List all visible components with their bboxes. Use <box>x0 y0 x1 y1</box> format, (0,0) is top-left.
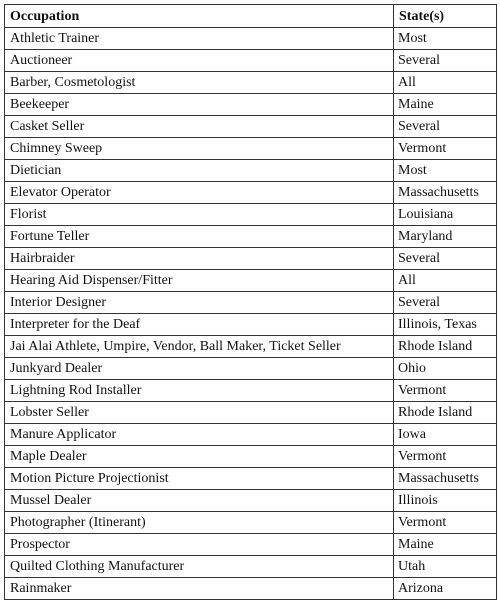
table-header-row <box>5 5 497 28</box>
table-row <box>5 270 497 292</box>
table-row <box>5 248 497 270</box>
occupation-cell: Photographer (Itinerant) <box>5 512 394 534</box>
state-cell: Illinois, Texas <box>394 314 497 336</box>
state-cell: Vermont <box>394 138 497 160</box>
table-row <box>5 512 497 534</box>
occupation-cell: Mussel Dealer <box>5 490 394 512</box>
table-row <box>5 138 497 160</box>
occupation-cell: Athletic Trainer <box>5 28 394 50</box>
table-row <box>5 94 497 116</box>
table-row <box>5 490 497 512</box>
occupation-cell: Florist <box>5 204 394 226</box>
table-row <box>5 358 497 380</box>
occupation-cell: Elevator Operator <box>5 182 394 204</box>
occupation-cell: Casket Seller <box>5 116 394 138</box>
occupation-cell: Auctioneer <box>5 50 394 72</box>
state-cell: Massachusetts <box>394 468 497 490</box>
occupation-cell: Barber, Cosmetologist <box>5 72 394 94</box>
occupation-cell: Lightning Rod Installer <box>5 380 394 402</box>
table-row <box>5 578 497 600</box>
occupation-cell: Hearing Aid Dispenser/Fitter <box>5 270 394 292</box>
occupation-cell: Rainmaker <box>5 578 394 600</box>
table-row <box>5 182 497 204</box>
occupation-cell: Prospector <box>5 534 394 556</box>
state-cell: Several <box>394 50 497 72</box>
table-body <box>5 28 497 600</box>
occupation-cell: Beekeeper <box>5 94 394 116</box>
occupation-licensing-table <box>4 4 497 600</box>
table-row <box>5 160 497 182</box>
table-row <box>5 72 497 94</box>
states-column-header: State(s) <box>394 5 497 28</box>
table-row <box>5 204 497 226</box>
table-row <box>5 446 497 468</box>
state-cell: Rhode Island <box>394 402 497 424</box>
state-cell: Several <box>394 116 497 138</box>
state-cell: Maine <box>394 94 497 116</box>
table-row <box>5 28 497 50</box>
state-cell: Arizona <box>394 578 497 600</box>
state-cell: Most <box>394 28 497 50</box>
occupation-cell: Jai Alai Athlete, Umpire, Vendor, Ball Maker, Ticket Seller <box>5 336 394 358</box>
state-cell: Vermont <box>394 512 497 534</box>
table-row <box>5 402 497 424</box>
occupation-cell: Junkyard Dealer <box>5 358 394 380</box>
occupation-cell: Maple Dealer <box>5 446 394 468</box>
table-row <box>5 226 497 248</box>
occupation-cell: Motion Picture Projectionist <box>5 468 394 490</box>
state-cell: Illinois <box>394 490 497 512</box>
table-row <box>5 468 497 490</box>
occupation-cell: Hairbraider <box>5 248 394 270</box>
occupation-cell: Interpreter for the Deaf <box>5 314 394 336</box>
state-cell: Vermont <box>394 446 497 468</box>
occupation-cell: Manure Applicator <box>5 424 394 446</box>
state-cell: Maryland <box>394 226 497 248</box>
occupation-column-header: Occupation <box>5 5 394 28</box>
state-cell: Utah <box>394 556 497 578</box>
state-cell: Louisiana <box>394 204 497 226</box>
table-row <box>5 50 497 72</box>
table-row <box>5 534 497 556</box>
state-cell: Ohio <box>394 358 497 380</box>
table-row <box>5 336 497 358</box>
occupation-cell: Quilted Clothing Manufacturer <box>5 556 394 578</box>
state-cell: Several <box>394 248 497 270</box>
table-row <box>5 314 497 336</box>
occupation-cell: Fortune Teller <box>5 226 394 248</box>
state-cell: Iowa <box>394 424 497 446</box>
table-row <box>5 292 497 314</box>
state-cell: All <box>394 72 497 94</box>
table-row <box>5 556 497 578</box>
state-cell: Maine <box>394 534 497 556</box>
occupation-cell: Dietician <box>5 160 394 182</box>
state-cell: Vermont <box>394 380 497 402</box>
table-row <box>5 424 497 446</box>
table-row <box>5 380 497 402</box>
occupation-cell: Interior Designer <box>5 292 394 314</box>
table-row <box>5 116 497 138</box>
occupation-cell: Lobster Seller <box>5 402 394 424</box>
state-cell: Massachusetts <box>394 182 497 204</box>
state-cell: All <box>394 270 497 292</box>
occupation-table-container <box>4 4 496 600</box>
occupation-cell: Chimney Sweep <box>5 138 394 160</box>
state-cell: Most <box>394 160 497 182</box>
state-cell: Several <box>394 292 497 314</box>
state-cell: Rhode Island <box>394 336 497 358</box>
